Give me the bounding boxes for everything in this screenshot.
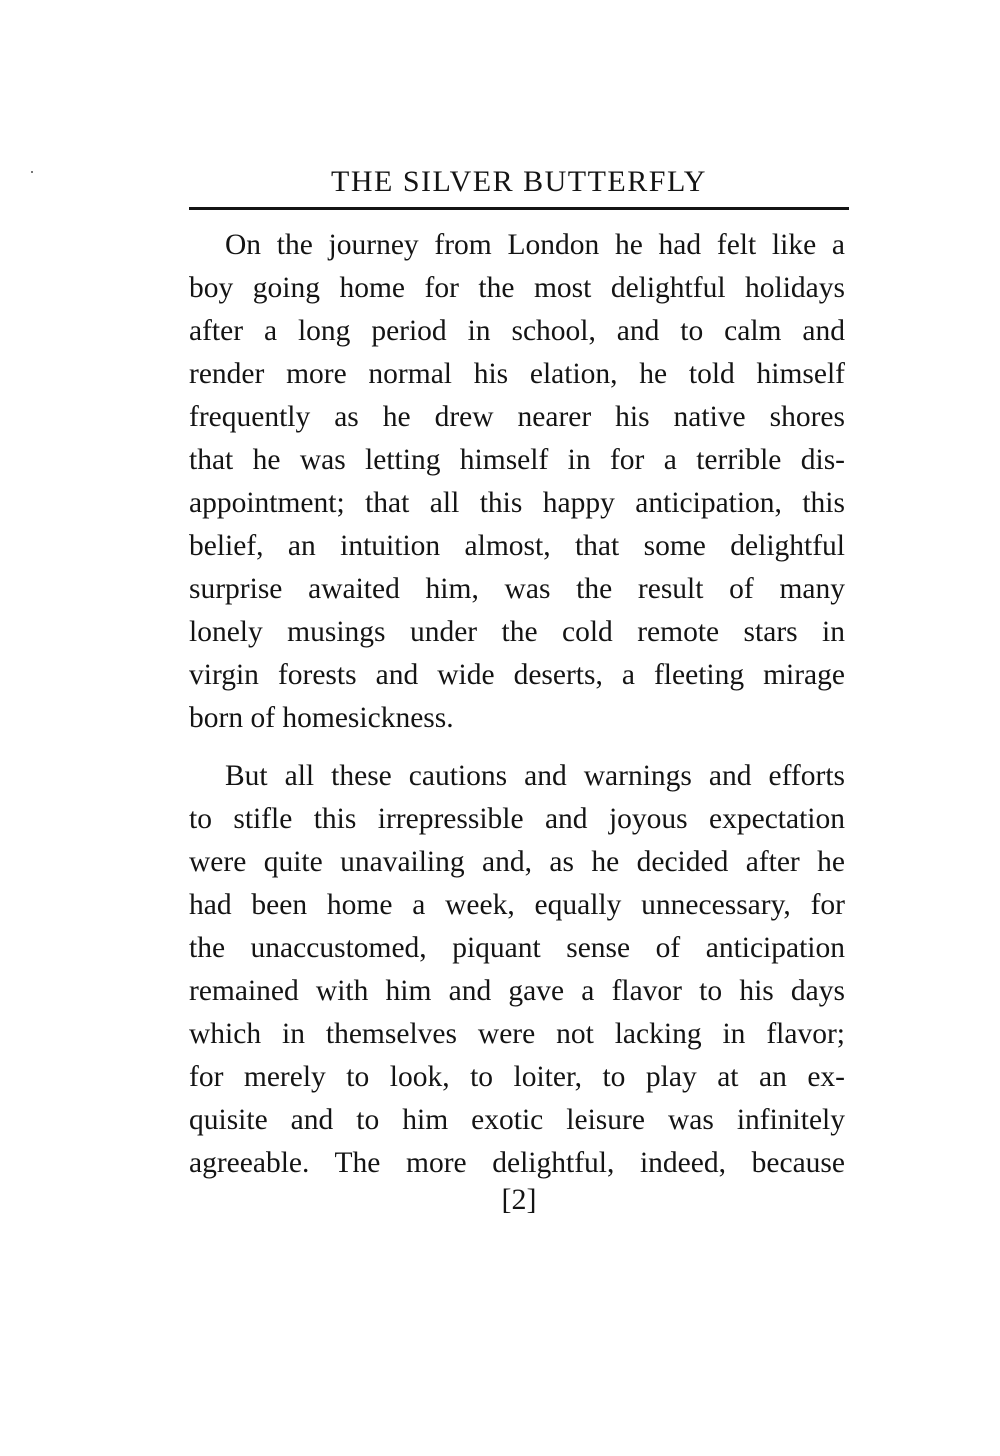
text-line: the unaccustomed, piquant sense of anticipation [189,932,845,964]
page-number: [2] [501,1183,537,1216]
text-line: surprise awaited him, was the result of many [189,573,845,605]
paragraph [189,755,845,1185]
text-line: On the journey from London he had felt like a [225,229,845,261]
text-line: belief, an intuition almost, that some delightful [189,530,845,562]
text-line: But all these cautions and warnings and efforts [225,760,845,792]
header-rule [189,207,849,210]
body-text [189,224,845,1185]
paragraph-gap [189,740,845,755]
text-line: quisite and to him exotic leisure was infinitely [189,1104,845,1136]
text-line: to stifle this irrepressible and joyous expectation [189,803,845,835]
text-line: which in themselves were not lacking in flavor; [189,1018,845,1050]
text-line: born of homesickness. [189,702,454,734]
text-line: remained with him and gave a flavor to his days [189,975,845,1007]
paragraph [189,224,845,740]
text-line: render more normal his elation, he told himself [189,358,845,390]
text-line: appointment; that all this happy anticipation, this [189,487,845,519]
text-line: were quite unavailing and, as he decided after he [189,846,845,878]
text-line: after a long period in school, and to calm and [189,315,845,347]
text-line: that he was letting himself in for a terrible dis- [189,444,845,476]
text-line: virgin forests and wide deserts, a fleeting mirage [189,659,845,691]
text-line: agreeable. The more delightful, indeed, because [189,1147,845,1179]
scan-speck [31,171,33,173]
text-line: lonely musings under the cold remote stars in [189,616,845,648]
text-line: frequently as he drew nearer his native shores [189,401,845,433]
text-line: had been home a week, equally unnecessary, for [189,889,845,921]
running-head: THE SILVER BUTTERFLY [331,165,707,198]
text-line: for merely to look, to loiter, to play at an ex- [189,1061,845,1093]
text-line: boy going home for the most delightful holidays [189,272,845,304]
